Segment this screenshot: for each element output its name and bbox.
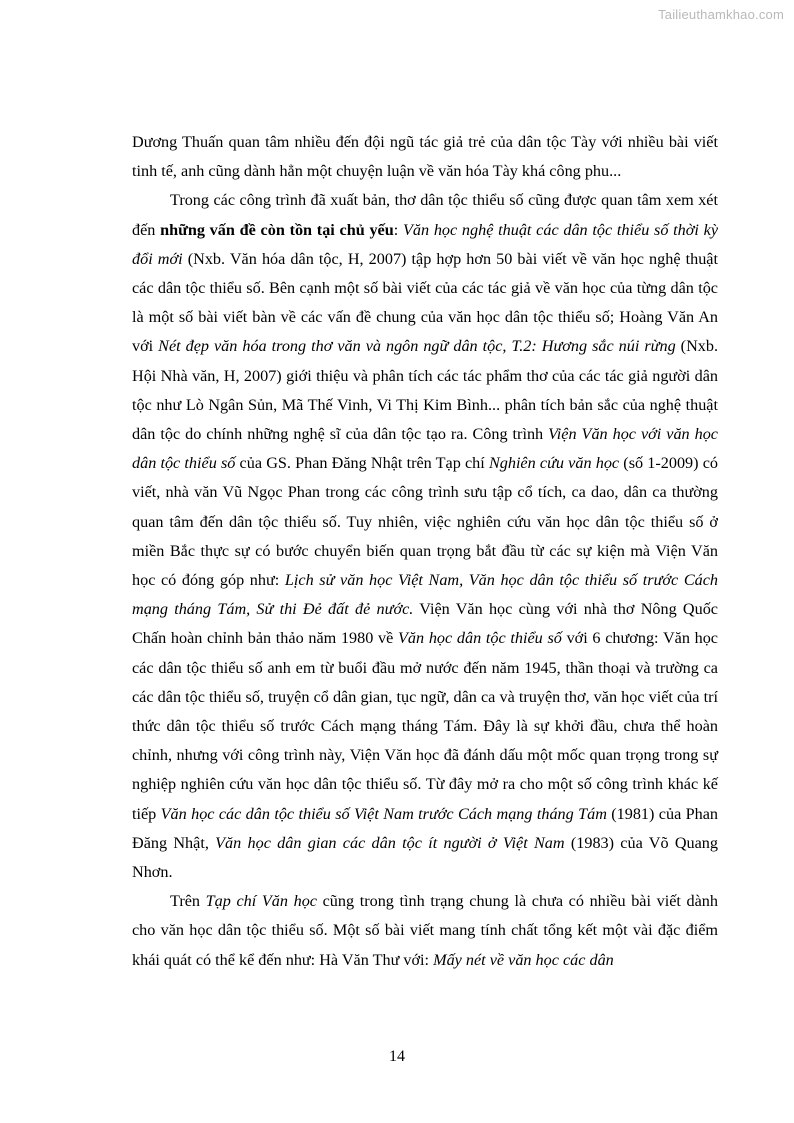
book-title: Văn học các dân tộc thiểu số Việt Nam trước Cách mạng tháng Tám <box>160 804 607 823</box>
text-run: Viện Văn học cùng với nhà thơ Nông Quốc Chấn hoàn chỉnh bản thảo năm 1980 về <box>132 600 718 648</box>
work-title: Viện Văn học với văn học dân tộc thiểu số <box>132 425 718 473</box>
journal-title: Nghiên cứu văn học <box>488 454 620 473</box>
text-run: (số 1-2009) có viết, nhà văn Vũ Ngọc Phan trong các công trình sưu tập cổ tích, ca dao, dân ca thường quan tâm đến dân tộc thiểu số. Tuy nhiên, việc nghiên cứu văn học dân tộc thiểu số ở miền Bắc thực sự có bước chuyển biến quan trọng bắt đầu từ các sự kiện mà Viện Văn học có đóng góp như: <box>132 454 718 590</box>
work-title: Văn học dân tộc thiểu số <box>398 629 562 648</box>
text-run: Trong các công trình đã xuất bản, thơ dân tộc thiểu số cũng được quan tâm xem xét đến <box>132 191 718 239</box>
text-run: cũng trong tình trạng chung là chưa có nhiều bài viết dành cho văn học dân tộc thiểu số. Một số bài viết mang tính chất tổng kết một vài đặc điểm khái quát có thể kể đến như: Hà Văn Thư với: <box>132 892 718 969</box>
watermark-text: Tailieuthamkhao.com <box>658 7 784 22</box>
text-run: Dương Thuấn quan tâm nhiều đến đội ngũ tác giả trẻ của dân tộc Tày với nhiều bài viết tinh tế, anh cũng dành hẳn một chuyện luận về văn hóa Tày khá công phu... <box>132 133 718 181</box>
journal-title: Tạp chí Văn học <box>205 892 317 911</box>
work-titles: Lịch sử văn học Việt Nam, Văn học dân tộc thiểu số trước Cách mạng tháng Tám, Sử thi Đẻ đất đẻ nước. <box>132 571 719 619</box>
text-run: (Nxb. Văn hóa dân tộc, H, 2007) tập hợp hơn 50 bài viết về văn học nghệ thuật các dân tộc thiểu số. Bên cạnh một số bài viết của các tác giả về văn học của từng dân tộc là một số bài viết bàn về các vấn đề chung của văn học dân tộc thiểu số; Hoàng Văn An với <box>132 249 718 356</box>
page-number: 14 <box>389 1048 405 1065</box>
text-run: (Nxb. Hội Nhà văn, H, 2007) giới thiệu và phân tích các tác phẩm thơ của các tác giả người dân tộc như Lò Ngân Sủn, Mã Thế Vinh, Vi Thị Kim Bình... phân tích bản sắc của nghệ thuật dân tộc do chính những nghệ sĩ của dân tộc tạo ra. Công trình <box>132 337 718 444</box>
document-body <box>132 128 718 975</box>
book-title: Văn học dân gian các dân tộc ít người ở Việt Nam <box>215 833 565 852</box>
text-run: của GS. Phan Đăng Nhật trên Tạp chí <box>235 454 489 473</box>
paragraph-2 <box>132 186 718 887</box>
text-run: : <box>393 220 403 239</box>
text-run: (1981) của Phan Đăng Nhật, <box>132 804 718 852</box>
text-run: (1983) của Võ Quang Nhơn. <box>132 833 718 882</box>
paragraph-1 <box>132 128 718 186</box>
work-title: Mấy nét về văn học các dân <box>433 950 614 969</box>
bold-phrase: những vấn đề còn tồn tại chủ yếu <box>160 220 394 239</box>
text-run: với 6 chương: Văn học các dân tộc thiểu số anh em từ buổi đầu mở nước đến năm 1945, thần thoại và trường ca các dân tộc thiểu số, truyện cổ dân gian, tục ngữ, dân ca và truyện thơ, văn học viết của trí thức dân tộc thiểu số trước Cách mạng tháng Tám. Đây là sự khởi đầu, chưa thể hoàn chỉnh, nhưng với công trình này, Viện Văn học đã đánh dấu một mốc quan trọng trong sự nghiệp nghiên cứu văn học dân tộc thiểu số. Từ đây mở ra cho một số công trình khác kế tiếp <box>132 629 718 823</box>
book-title: Văn học nghệ thuật các dân tộc thiểu số thời kỳ đổi mới <box>132 220 719 268</box>
paragraph-3 <box>132 887 718 975</box>
book-title: Nét đẹp văn hóa trong thơ văn và ngôn ngữ dân tộc, T.2: Hương sắc núi rừng <box>158 337 676 356</box>
text-run: Trên <box>170 892 206 911</box>
